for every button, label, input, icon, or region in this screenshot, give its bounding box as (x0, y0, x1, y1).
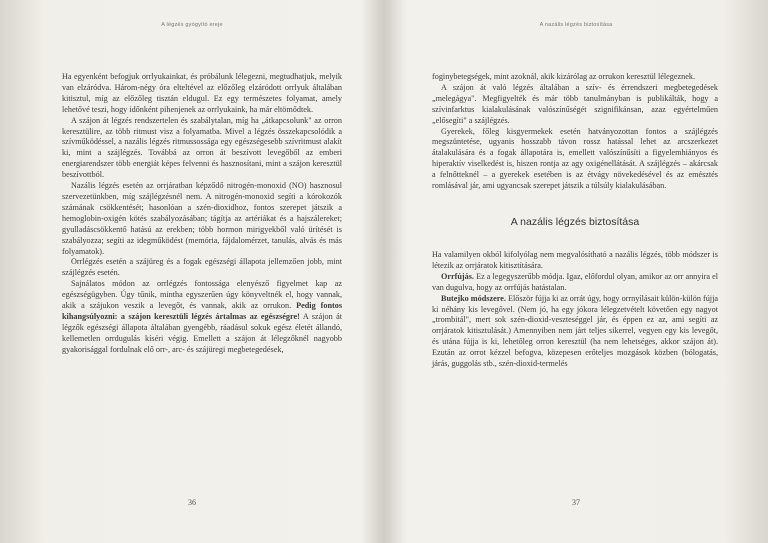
right-page-number: 37 (572, 498, 580, 507)
right-running-header: A nazális légzés biztosítása (539, 22, 613, 28)
paragraph: A szájon át való légzés általában a szív- és érrendszeri megbetegedések „melegágya". Megfigyelték és már több tanulmányban is publikálták, hogy a szívinfarktus kialakulásának valószínűségét szignifikánsan, azaz egyértelműen „elősegíti" a szájlégzés. (432, 82, 718, 125)
paragraph: foginybetegségek, mint azoknál, akik kizárólag az orrukon keresztül lélegeznek. (432, 72, 696, 81)
section-title: A nazális légzés biztosítása (510, 215, 640, 228)
left-page-number: 36 (188, 498, 196, 507)
text-run: Először fújja ki az orrát úgy, hogy orrnyílásait külön-külön fújja ki néhány kis levegővel. (Nem jó, ha egy jókora lélegzetvételt követően egy nagyot „trombitál", mert sok szén-dioxid-veszteséggel jár, és éppen ez az, ami segíti az orrjáratok kitisztulását.) Amennyiben nem járt teljes sikerrel, vegyen egy kis levegőt, és utána fújja is ki, lehetőleg orron keresztül (ha nem lehetséges, akkor szájon át). Ezután az orrot kézzel befogva, közepesen erőteljes mozgások közben (bólogatás, járás, guggolás stb., szén-dioxid-termelés (432, 293, 718, 369)
paragraph: Gyerekek, főleg kisgyermekek esetén hatványozottan fontos a szájlégzés megszüntetése, ugyanis hosszabb távon rossz hatással lehet az arcszerkezet átalakulására és a fogak állapotára is, emellett valószínűsíti a figyelemhiányos és hiperaktív viselkedést is, hiszen rontja az agy oxigénellátását. A szájlégzés – akárcsak a felnőtteknél – a gyerekek esetében is az étvágy növekedésével és az emésztés romlásával jár, ami ugyancsak szerepet játszik a túlsúly kialakulásában. (432, 126, 718, 191)
left-page-body (62, 72, 342, 356)
term: Butejko módszere. (441, 293, 506, 303)
paragraph: Ha valamilyen okból kifolyólag nem megvalósítható a nazális légzés, több módszer is létezik az orrjáratok kitisztítására. (432, 249, 718, 270)
paragraph (432, 294, 718, 370)
text-run: Sajnálatos módon az orrlégzés fontossága elenyésző figyelmet kap az egészségügyben. Úgy tűnik, mintha egyszerűen úgy könyveltnék el, hogy vannak, akik a szájukon veszik a levegőt, és vannak, akik az orrukon. (62, 279, 342, 311)
term: Orrfújás. (441, 271, 474, 281)
paragraph (432, 272, 718, 294)
text-run: A szájon át légzők egészségi állapota általában gyengébb, ráadásul sokuk egész életét állandó, kellemetlen orrdugulás kíséri végig. Emellett a szájon át lélegzőknél nagyobb gyakorisággal fordulnak elő orr-, arc- és szájüregi megbetegedések, (62, 311, 342, 354)
paragraph: A szájon át légzés rendszertelen és szabálytalan, míg ha „átkapcsolunk" az orron keresztülire, az több ritmust visz a folyamatba. Mivel a légzés összekapcsolódik a szívműködéssel, a nazális légzés ritmussossága egy egészségesebb szívritmust alakít ki, mint a szájlégzés. Továbbá az orron át beszívott levegőből az emberi energiarendszer több energiát képes felvenni és hasznosítani, mint a szájon keresztül beszívottból. (62, 115, 342, 180)
right-page (384, 0, 768, 543)
left-running-header: A légzés gyógyító ereje (161, 22, 223, 28)
bold-emphasis: Pedig fontos kihangsúlyozni: a szájon keresztüli légzés ártalmas az egészségre! (62, 301, 343, 321)
paragraph: Orrlégzés esetén a szájüreg és a fogak egészségi állapota jellemzően jobb, mint szájlégzés esetén. (62, 257, 342, 278)
right-page-body (432, 72, 718, 370)
paragraph: Ha egyenként befogjuk orrlyukainkat, és próbálunk lélegezni, megtudhatjuk, melyik van elzáródva. Három-négy óra elteltével az előzőleg elzáródott orrlyuk általában kitisztul, míg az előzőleg tisztán eldugul. Ez egy természetes folyamat, amely lehetővé teszi, hogy időnként pihenjenek az orrlyukaink, ha már eltömődtek. (62, 72, 342, 114)
text-run: Ez a legegyszerűbb módja. Igaz, előfordul olyan, amikor az orr annyira el van dugulva, hogy az orrfújás hatástalan. (432, 271, 718, 292)
paragraph: Nazális légzés esetén az orrjáratban képződő nitrogén-monoxid (NO) hasznosul szervezetünkben, míg szájlégzésnél nem. A nitrogén-monoxid segíti a kórokozók számának csökkentését; hasonlóan a szén-dioxidhoz, fontos szerepet játszik a hemoglobin-oxigén kötés szabályozásában; tágítja az artériákat és a hajszálereket; gyulladáscsökkentő hatású az erekben; több hormon mirigyekből való ürítését is szabályozza; segíti az idegműködést (memória, fájdalomérzet, tanulás, alvás és más folyamatok). (62, 181, 342, 256)
paragraph (62, 279, 342, 355)
